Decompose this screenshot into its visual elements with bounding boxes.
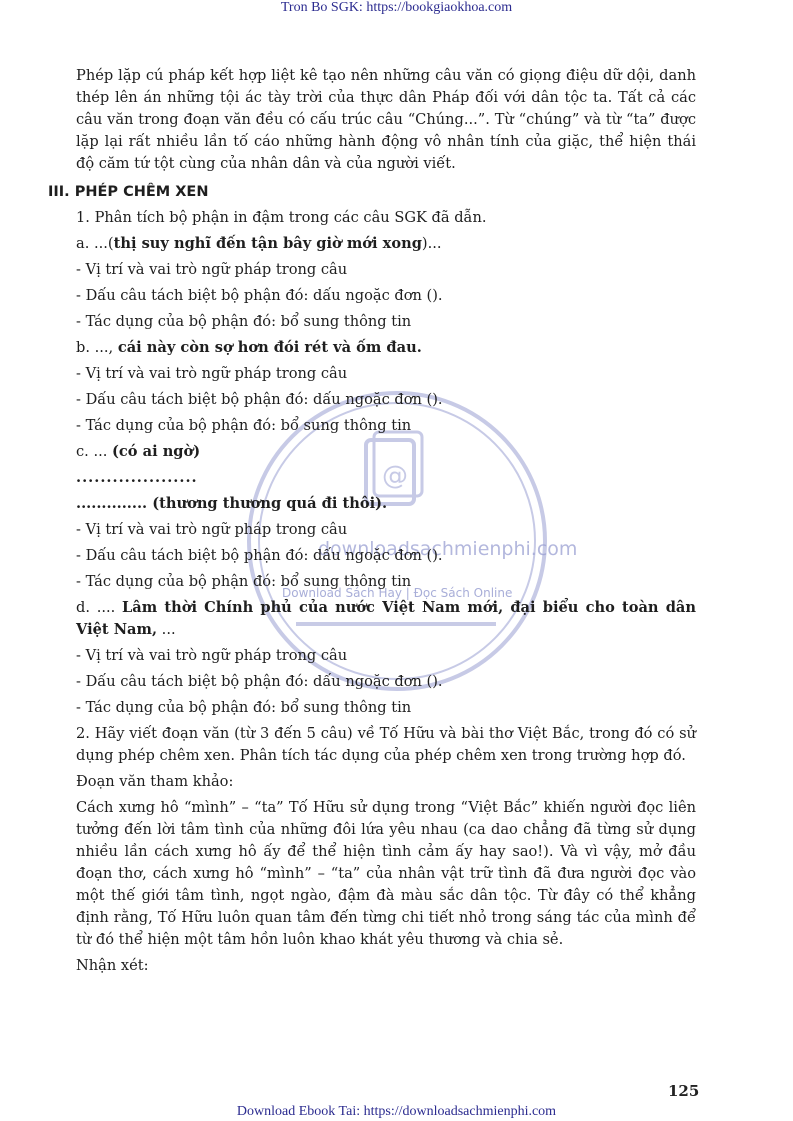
item-b-punctuation: - Dấu câu tách biệt bộ phận đó: dấu ngoặc đơn (). <box>76 391 443 408</box>
item-d-effect: - Tác dụng của bộ phận đó: bổ sung thông tin <box>76 699 412 716</box>
section-heading: III. PHÉP CHÊM XEN <box>48 184 209 200</box>
item-b-position: - Vị trí và vai trò ngữ pháp trong câu <box>76 365 348 382</box>
task-1: 1. Phân tích bộ phận in đậm trong các câu SGK đã dẫn. <box>76 209 487 226</box>
item-a-punctuation: - Dấu câu tách biệt bộ phận đó: dấu ngoặc đơn (). <box>76 287 443 304</box>
item-c-punctuation: - Dấu câu tách biệt bộ phận đó: dấu ngoặc đơn (). <box>76 547 443 564</box>
item-c <box>76 441 696 463</box>
item-c-prefix: c. ... <box>76 443 113 460</box>
item-c-bold: (có ai ngờ) <box>112 443 201 460</box>
reference-paragraph: Cách xưng hô “mình” – “ta” Tố Hữu sử dụng trong “Việt Bắc” khiến người đọc liên tưởng đến lời tâm tình của những đôi lứa yêu nhau (ca dao chẳng đã từng sử dụng nhiều lần cách xưng hô ấy để thể hiện tình cảm ấy hay sao!). Và vì vậy, mở đầu đoạn thơ, cách xưng hô “mình” – “ta” của nhân vật trữ tình đã đưa người đọc vào một thế giới tâm tình, ngọt ngào, đậm đà màu sắc dân tộc. Từ đây có thể khẳng định rằng, Tố Hữu luôn quan tâm đến từng chi tiết nhỏ trong sáng tác của mình để từ đó thể hiện một tâm hồn luôn khao khát yêu thương và chia sẻ. <box>76 799 696 948</box>
item-b-effect: - Tác dụng của bộ phận đó: bổ sung thông tin <box>76 417 412 434</box>
header-link[interactable]: Tron Bo SGK: https://bookgiaokhoa.com <box>280 0 513 15</box>
item-c-position: - Vị trí và vai trò ngữ pháp trong câu <box>76 521 348 538</box>
item-c-2 <box>76 493 696 515</box>
reference-label: Đoạn văn tham khảo: <box>76 773 234 790</box>
item-c-2-bold: (thương thương quá đi thôi). <box>147 495 388 512</box>
comment-label: Nhận xét: <box>76 957 149 974</box>
item-d-position: - Vị trí và vai trò ngữ pháp trong câu <box>76 647 348 664</box>
item-c-dots: .................... <box>76 469 198 486</box>
watermark-tagline: Download Sách Hay | Đọc Sách Online <box>282 586 513 600</box>
footer-link[interactable]: Download Ebook Tai: https://downloadsachmienphi.com <box>236 1104 557 1119</box>
item-b-prefix: b. ..., <box>76 339 118 356</box>
item-d <box>76 597 696 641</box>
page-content <box>48 65 696 977</box>
item-b <box>76 337 696 359</box>
item-c-2-prefix: .............. <box>76 495 148 512</box>
item-d-prefix: d. .... <box>76 599 123 616</box>
svg-text:@: @ <box>382 461 408 491</box>
item-b-bold: cái này còn sợ hơn đói rét và ốm đau. <box>117 339 422 356</box>
item-a-position: - Vị trí và vai trò ngữ pháp trong câu <box>76 261 348 278</box>
item-c-effect: - Tác dụng của bộ phận đó: bổ sung thông tin <box>76 573 412 590</box>
item-a-bold: thị suy nghĩ đến tận bây giờ mới xong <box>113 235 422 252</box>
watermark-site: downloadsachmienphi.com <box>318 538 578 560</box>
intro-paragraph: Phép lặp cú pháp kết hợp liệt kê tạo nên những câu văn có giọng điệu dữ dội, danh thép lên án những tội ác tày trời của thực dân Pháp đối với dân tộc ta. Tất cả các câu văn trong đoạn văn đều có cấu trúc câu “Chúng...”. Từ “chúng” và từ “ta” được lặp lại rất nhiều lần tố cáo những hành động vô nhân tính của giặc, thể hiện thái độ căm tứ tột cùng của nhân dân và của người viết. <box>76 67 696 172</box>
page-number: 125 <box>668 1082 700 1100</box>
item-a-effect: - Tác dụng của bộ phận đó: bổ sung thông tin <box>76 313 412 330</box>
item-d-bold: Lâm thời Chính phủ của nước Việt Nam mới, đại biểu cho toàn dân Việt Nam, <box>76 599 696 638</box>
item-d-suffix: ... <box>157 621 176 638</box>
task-2: 2. Hãy viết đoạn văn (từ 3 đến 5 câu) về Tố Hữu và bài thơ Việt Bắc, trong đó có sử dụng phép chêm xen. Phân tích tác dụng của phép chêm xen trong trường hợp đó. <box>76 725 696 764</box>
item-a <box>76 233 696 255</box>
item-a-prefix: a. ...( <box>76 235 114 252</box>
item-a-suffix: )... <box>421 235 442 252</box>
item-d-punctuation: - Dấu câu tách biệt bộ phận đó: dấu ngoặc đơn (). <box>76 673 443 690</box>
